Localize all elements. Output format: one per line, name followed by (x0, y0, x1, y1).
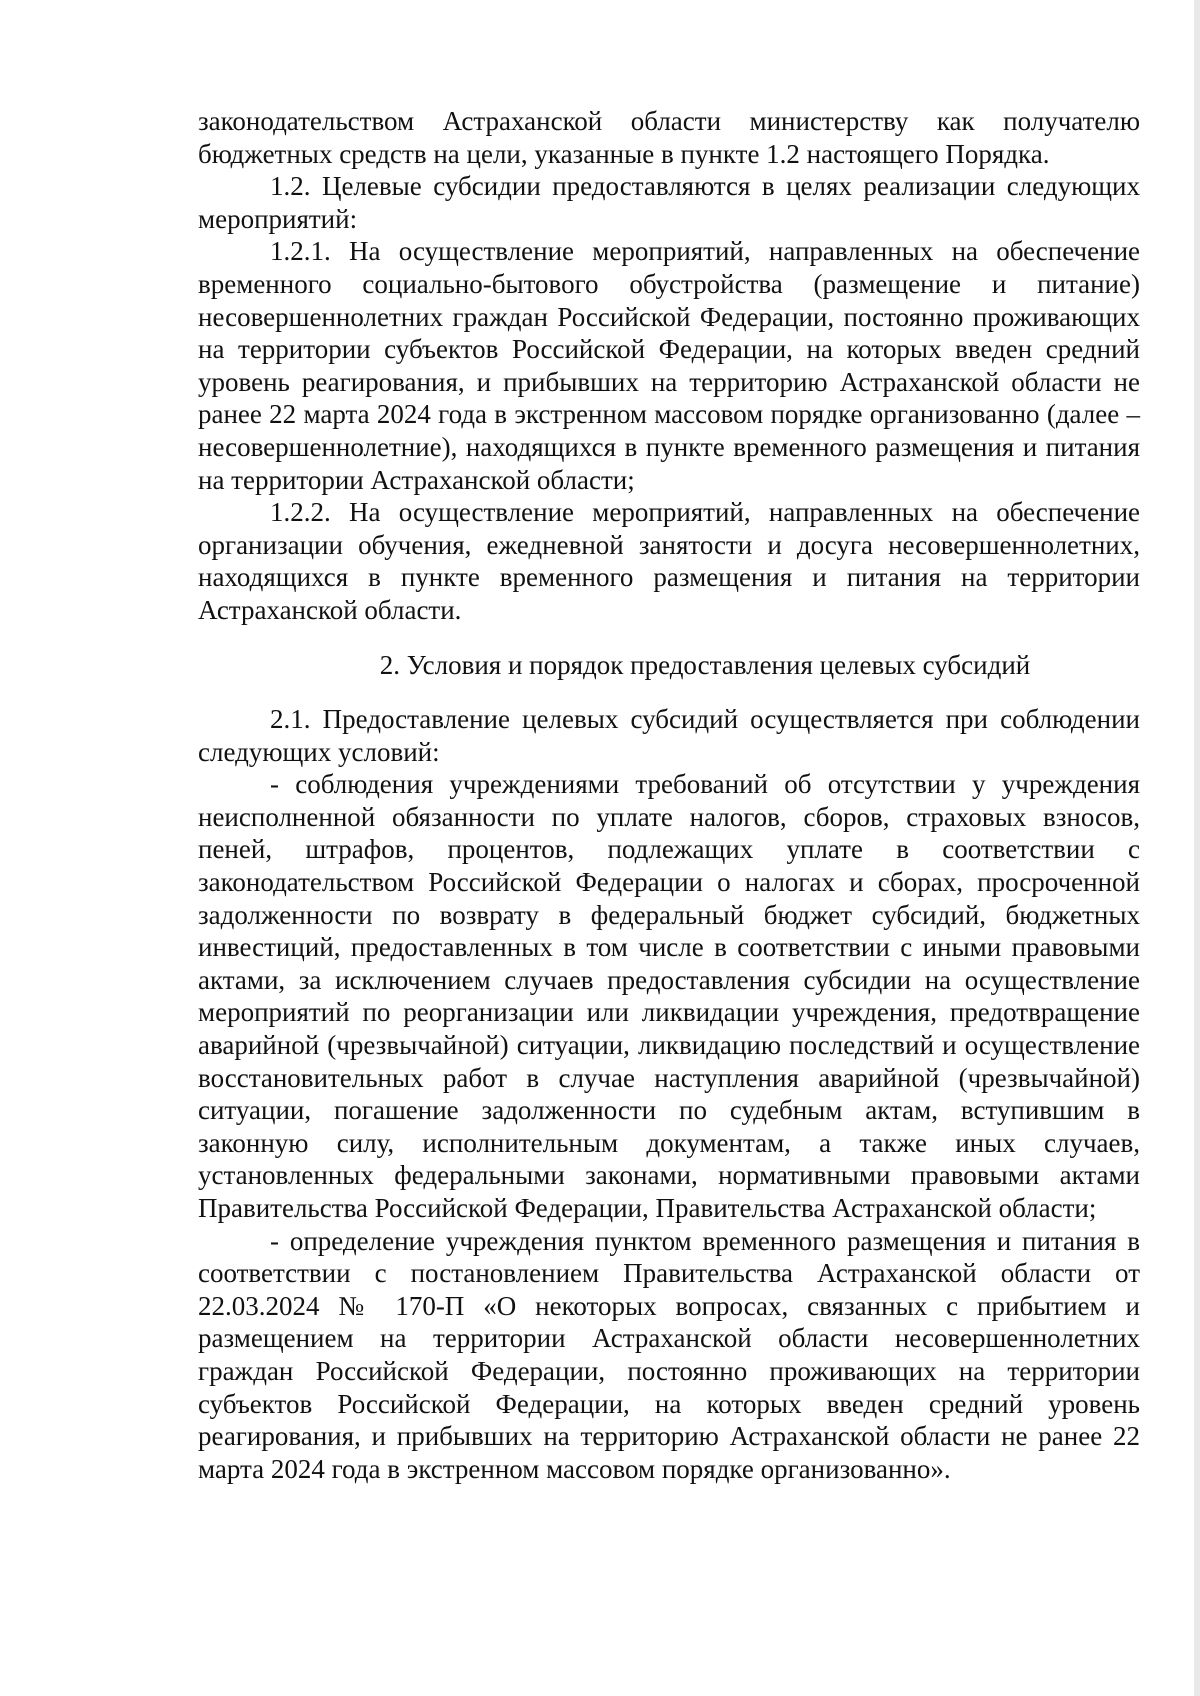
paragraph-intro: законодательством Астраханской области министерству как получателю бюджетных средств на цели, указанные в пункте 1.2 настоящего Порядка. (198, 106, 1140, 169)
spacer (198, 681, 1140, 703)
bullet-condition-1: - соблюдения учреждениями требований об отсутствии у учреждения неисполненной обязанности по уплате налогов, сборов, страховых взносов, пеней, штрафов, процентов, подлежащих уплате в соответствии с законодательством Российской Федерации о налогах и сборах, просроченной задолженности по возврату в федеральный бюджет субсидий, бюджетных инвестиций, предоставленных в том числе в соответствии с иными правовыми актами, за исключением случаев предоставления субсидии на осуществление мероприятий по реорганизации или ликвидации учреждения, предотвращение аварийной (чрезвычайной) ситуации, ликвидацию последствий и осуществление восстановительных работ в случае наступления аварийной (чрезвычайной) ситуации, погашение задолженности по судебным актам, вступившим в законную силу, исполнительным документам, а также иных случаев, установленных федеральными законами, нормативными правовыми актами Правительства Российской Федерации, Правительства Астраханской области; (198, 769, 1140, 1223)
bullet-condition-2: - определение учреждения пунктом временного размещения и питания в соответствии с постановлением Правительства Астраханской области от 22.03.2024 № 170-П «О некоторых вопросах, связанных с прибытием и размещением на территории Астраханской области несовершеннолетних граждан Российской Федерации, постоянно проживающих на территории субъектов Российской Федерации, на которых введен средний уровень реагирования, и прибывших на территорию Астраханской области не ранее 22 марта 2024 года в экстренном массовом порядке организованно». (198, 1225, 1140, 1484)
paragraph-1-2-1: 1.2.1. На осуществление мероприятий, направленных на обеспечение временного социально-бытового обустройства (размещение и питание) несовершеннолетних граждан Российской Федерации, постоянно проживающих на территории субъектов Российской Федерации, на которых введен средний уровень реагирования, и прибывших на территорию Астраханской области не ранее 22 марта 2024 года в экстренном массовом порядке организованно (далее – несовершеннолетние), находящихся в пункте временного размещения и питания на территории Астраханской области; (198, 236, 1140, 495)
section-2-heading: 2. Условия и порядок предоставления целевых субсидий (379, 649, 1031, 680)
paragraph-2-1: 2.1. Предоставление целевых субсидий осуществляется при соблюдении следующих условий: (198, 704, 1140, 767)
spacer (198, 627, 1140, 649)
page-edge-shadow (1194, 0, 1200, 1696)
document-body (198, 105, 1140, 1485)
paragraph-1-2: 1.2. Целевые субсидии предоставляются в целях реализации следующих мероприятий: (198, 171, 1140, 234)
paragraph-1-2-2: 1.2.2. На осуществление мероприятий, направленных на обеспечение организации обучения, ежедневной занятости и досуга несовершеннолетних, находящихся в пункте временного размещения и питания на территории Астраханской области. (198, 497, 1140, 625)
